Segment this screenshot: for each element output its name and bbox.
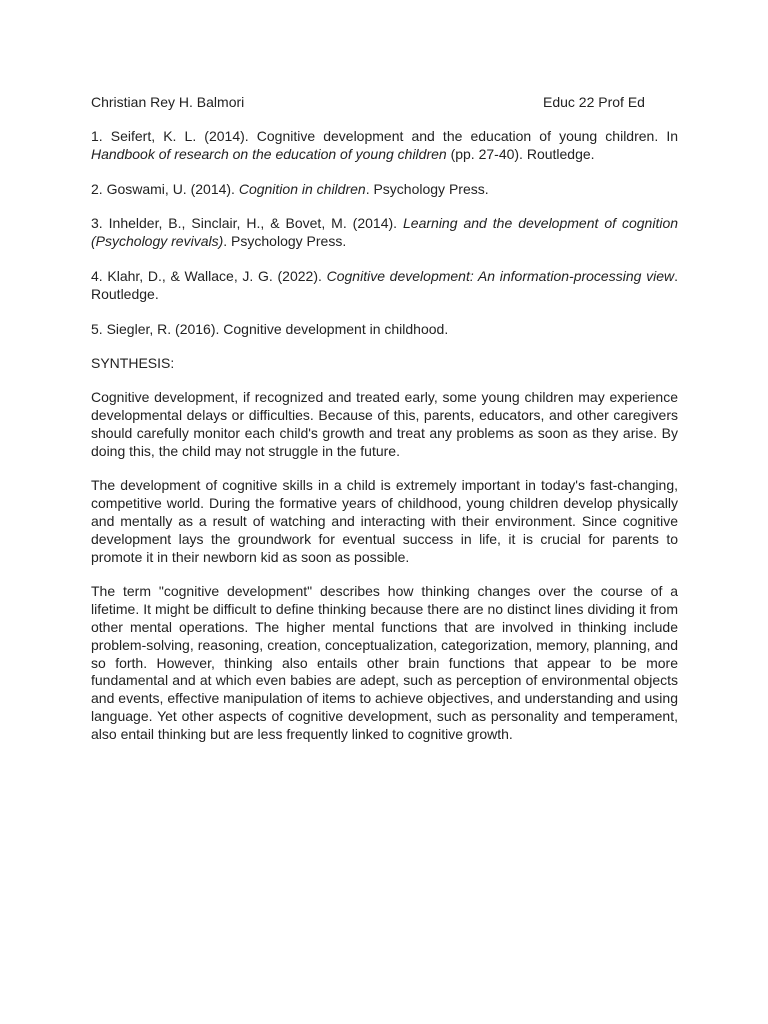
reference-title: Cognition in children [238,180,366,197]
reference-text: 1. Seifert, K. L. (2014). Cognitive development and the education of young children. In [91,128,678,144]
document-header [91,94,677,112]
synthesis-paragraph: The term "cognitive development" describes how thinking changes over the course of a lifetime. It might be difficult to define thinking because there are no distinct lines dividing it from other mental operations. The higher mental functions that are involved in thinking include problem-solving, reasoning, creation, conceptualization, categorization, memory, planning, and so forth. However, thinking also entails other brain functions that appear to be more fundamental and at which even babies are adept, such as perception of environmental objects and events, effective manipulation of items to achieve objectives, and understanding and using language. Yet other aspects of cognitive development, such as personality and temperament, also entail thinking but are less frequently linked to cognitive growth. [91,583,678,742]
reference-item [91,321,678,339]
reference-text: 5. Siegler, R. (2016). Cognitive development in childhood. [91,320,449,337]
reference-publisher: . Routledge. [91,267,679,302]
reference-publisher: . Psychology Press. [365,180,489,197]
reference-item [91,181,678,199]
reference-item [91,268,678,304]
course-label: Educ 22 Prof Ed [543,94,645,110]
reference-text: 4. Klahr, D., & Wallace, J. G. (2022). [91,267,327,284]
reference-item [91,128,678,164]
reference-title: Handbook of research on the education of young children [91,145,447,162]
reference-text: 3. Inhelder, B., Sinclair, H., & Bovet, M. (2014). [91,215,404,232]
synthesis-heading: SYNTHESIS: [91,355,175,372]
synthesis-paragraph: Cognitive development, if recognized and treated early, some young children may experience developmental delays or difficulties. Because of this, parents, educators, and other caregivers should carefully monitor each child's growth and treat any problems as soon as they arise. By doing this, the child may not struggle in the future. [91,389,678,459]
reference-publisher: (pp. 27-40). Routledge. [446,145,595,162]
synthesis-paragraph: The development of cognitive skills in a child is extremely important in today's fast-changing, competitive world. During the formative years of childhood, young children develop physically and mentally as a result of watching and interacting with their environment. Since cognitive development lays the groundwork for eventual success in life, it is crucial for parents to promote it in their newborn kid as soon as possible. [91,477,678,565]
reference-title: Learning and the development of cognition (Psychology revivals) [91,215,679,250]
author-name: Christian Rey H. Balmori [91,94,245,110]
reference-item [91,215,678,251]
reference-text: 2. Goswami, U. (2014). [91,180,239,197]
document-body [91,128,678,761]
reference-publisher: . Psychology Press. [223,233,347,250]
reference-title: Cognitive development: An information-processing view [326,267,675,284]
